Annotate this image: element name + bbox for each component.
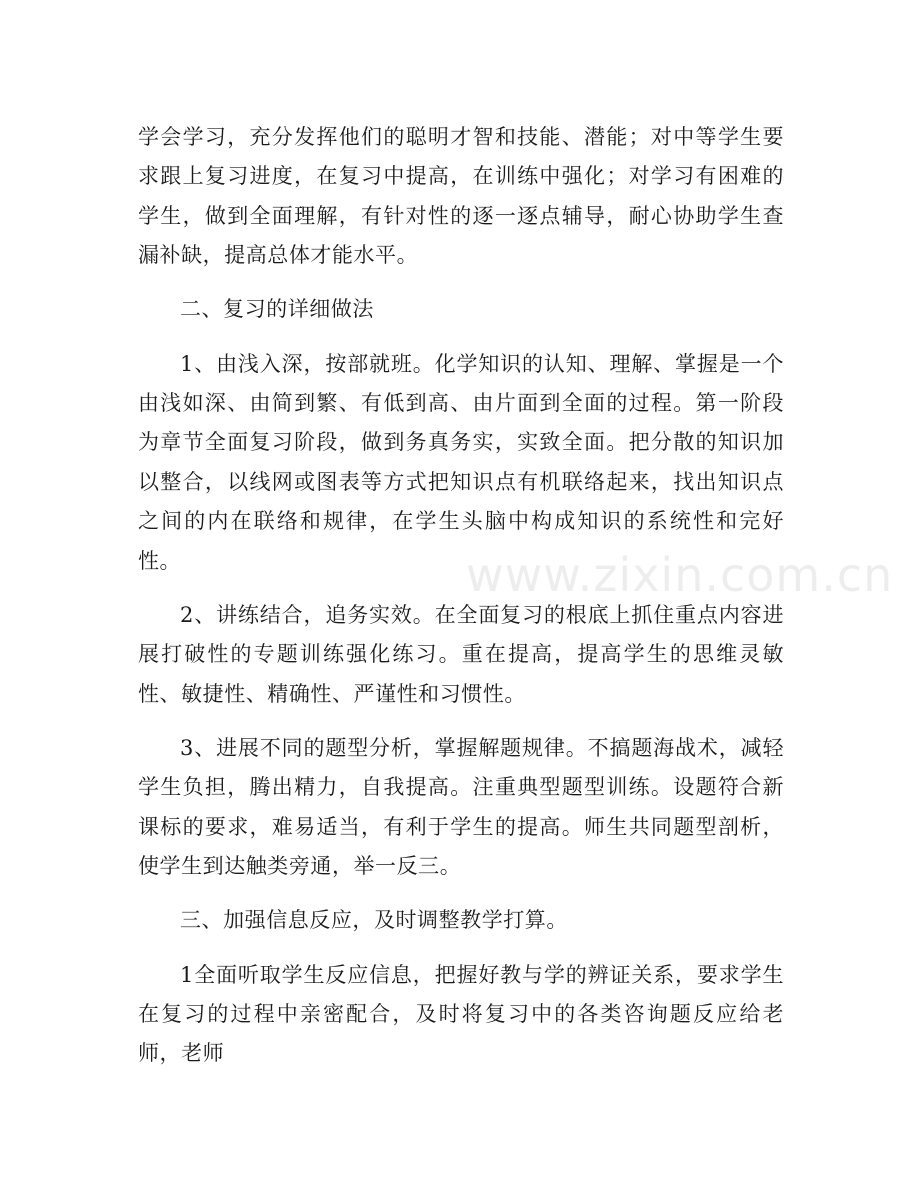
section-heading-2: 二、复习的详细做法 xyxy=(180,297,374,322)
watermark-text: www.zixin.com.cn xyxy=(466,548,894,602)
paragraph-5: 3、进展不同的题型分析，掌握解题规律。不搞题海战术，减轻学生负担，腾出精力，自我提高。注重典型题型训练。设题符合新课标的要求，难易适当，有利于学生的提高。师生共同题型剖析，使学生到达触类旁通，举一反三。 xyxy=(138,735,784,879)
paragraph-7: 1全面听取学生反应信息，把握好教与学的辨证关系，要求学生在复习的过程中亲密配合，及时将复习中的各类咨询题反应给老师，老师 xyxy=(138,962,784,1066)
paragraph-4: 2、讲练结合，追务实效。在全面复习的根底上抓住重点内容进展打破性的专题训练强化练习。重在提高，提高学生的思维灵敏性、敏捷性、精确性、严谨性和习惯性。 xyxy=(138,602,784,706)
paragraph-3: 1、由浅入深，按部就班。化学知识的认知、理解、掌握是一个由浅如深、由简到繁、有低到高、由片面到全面的过程。第一阶段为章节全面复习阶段，做到务真务实，实致全面。把分散的知识加以整合，以线网或图表等方式把知识点有机联络起来，找出知识点之间的内在联络和规律，在学生头脑中构成知识的系统性和完好性。 xyxy=(138,351,784,573)
paragraph-1: 学会学习，充分发挥他们的聪明才智和技能、潜能；对中等学生要求跟上复习进度，在复习中提高，在训练中强化；对学习有困难的学生，做到全面理解，有针对性的逐一逐点辅导，耐心协助学生查漏补缺，提高总体才能水平。 xyxy=(138,125,784,268)
document-body xyxy=(138,118,784,1089)
section-heading-3: 三、加强信息反应，及时调整教学打算。 xyxy=(180,908,568,933)
